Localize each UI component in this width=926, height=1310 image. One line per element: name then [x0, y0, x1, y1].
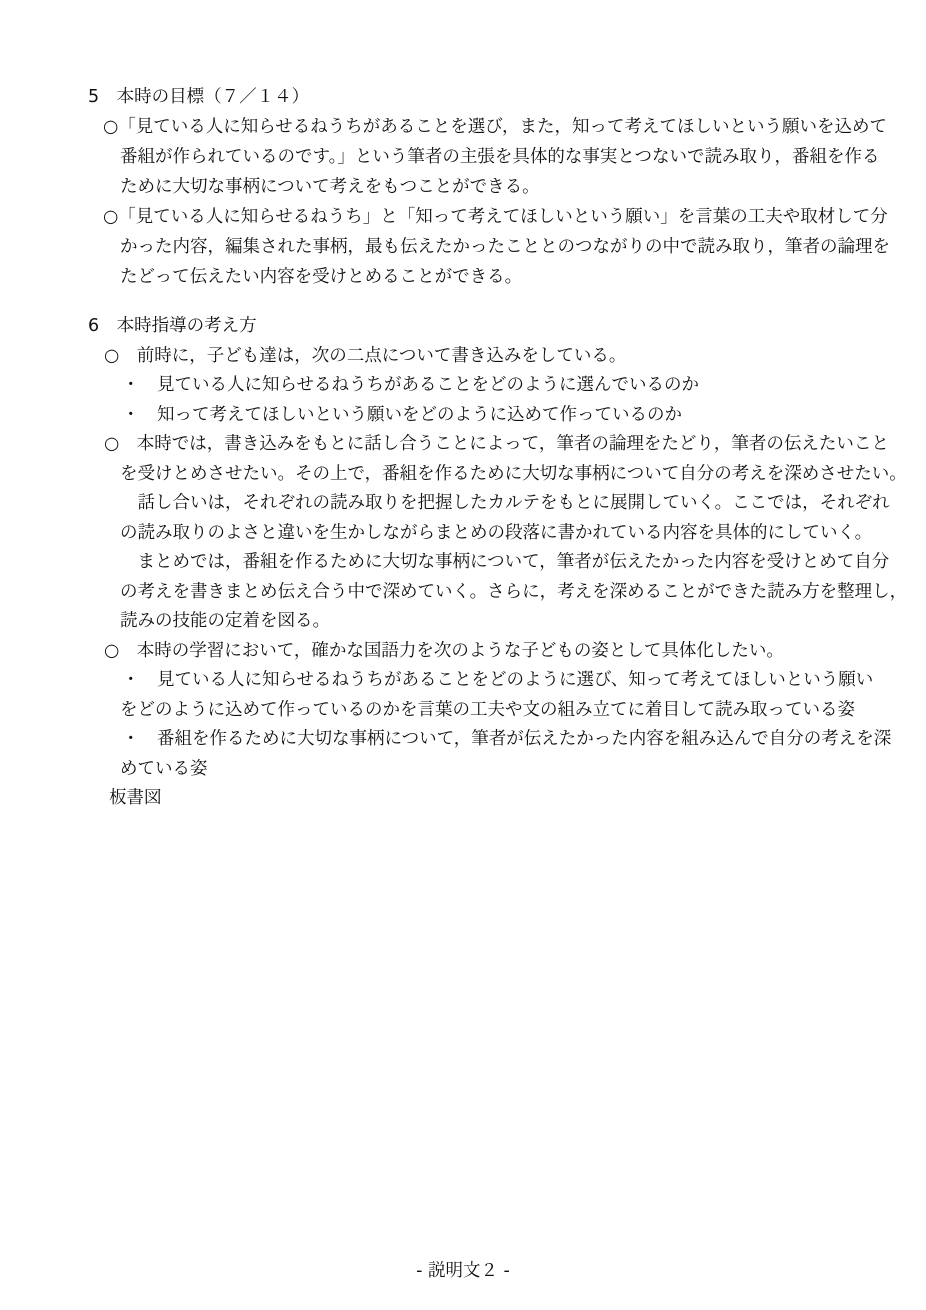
section-6 [88, 312, 908, 814]
section-6-bullet-3 [88, 666, 908, 725]
paragraph-2-line-3: 話し合いは，それぞれの読み取りを把握したカルテをもとに展開していく。ここでは，それぞれ [120, 493, 890, 513]
paragraph-2-line-7: 読みの技能の定着を図る。 [120, 611, 330, 631]
paragraph-2-line-4: の読み取りのよさと違いを生かしながらまとめの段落に書かれている内容を具体的にしていく。 [120, 522, 873, 543]
goal-2-line-3: たどって伝えたい内容を受けとめることができる。 [120, 267, 523, 287]
board-plan-label-row [88, 784, 908, 814]
section-5 [88, 82, 908, 292]
goal-2-line-2: かった内容，編集された事柄，最も伝えたかったこととのつながりの中で読み取り，筆者の論理を [120, 237, 890, 257]
goal-1-line-3: ために大切な事柄について考えをもつことができる。 [120, 177, 540, 197]
section-6-paragraph-2 [88, 430, 908, 637]
page-footer: - 説明文２ - [416, 1261, 510, 1281]
paragraph-3-line-1: ○ 本時の学習において，確かな国語力を次のような子どもの姿として具体化したい。 [104, 640, 784, 661]
goal-1-line-2: 番組が作られているのです。」という筆者の主張を具体的な事実とつないで読み取り，番組を作る [120, 147, 880, 167]
section-6-bullet-4 [88, 725, 908, 784]
goal-2-line-1: ○「見ている人に知らせるねうち」と「知って考えてほしいという願い」を言葉の工夫や取材して分 [103, 207, 888, 227]
section-6-paragraph-3 [88, 637, 908, 667]
paragraph-2-line-5: まとめでは，番組を作るために大切な事柄について，筆者が伝えたかった内容を受けとめて自分 [120, 552, 890, 572]
bullet-4-line-1: ・ 番組を作るために大切な事柄について，筆者が伝えたかった内容を組み込んで自分の考えを深 [122, 729, 892, 749]
section-6-bullet-2 [88, 401, 908, 431]
paragraph-2-line-1: ○ 本時では，書き込みをもとに話し合うことによって，筆者の論理をたどり，筆者の伝えたいこと [104, 434, 889, 454]
section-gap [88, 292, 908, 312]
goal-1-line-1: ○「見ている人に知らせるねうちがあることを選び，また，知って考えてほしいという願いを込めて [103, 117, 888, 137]
section-5-goal-1 [88, 112, 908, 202]
lesson-plan-content [88, 82, 908, 814]
section-6-heading: 6 本時指導の考え方 [88, 316, 257, 336]
paragraph-2-line-2: を受けとめさせたい。その上で，番組を作るために大切な事柄について自分の考えを深めさせたい。 [120, 463, 907, 484]
paragraph-2-line-6: の考えを書きまとめ伝え合う中で深めていく。さらに，考えを深めることができた読み方を整理し， [120, 581, 908, 602]
bullet-4-line-2: めている姿 [120, 758, 208, 779]
section-6-bullet-1 [88, 371, 908, 401]
bullet-2-line-1: ・ 知って考えてほしいという願いをどのように込めて作っているのか [122, 404, 682, 425]
bullet-3-line-1: ・ 見ている人に知らせるねうちがあることをどのように選び、知って考えてほしいという願い [122, 670, 874, 690]
section-5-heading: 5 本時の目標（７／１４） [88, 87, 310, 107]
bullet-3-line-2: をどのように込めて作っているのかを言葉の工夫や文の組み立てに着目して読み取っている姿 [120, 699, 855, 720]
paragraph-1-line-1: ○ 前時に，子ども達は，次の二点について書き込みをしている。 [104, 345, 627, 366]
section-6-paragraph-1 [88, 342, 908, 372]
bullet-1-line-1: ・ 見ている人に知らせるねうちがあることをどのように選んでいるのか [122, 375, 699, 395]
section-5-goal-2 [88, 202, 908, 292]
board-plan-label: 板書図 [109, 788, 162, 808]
